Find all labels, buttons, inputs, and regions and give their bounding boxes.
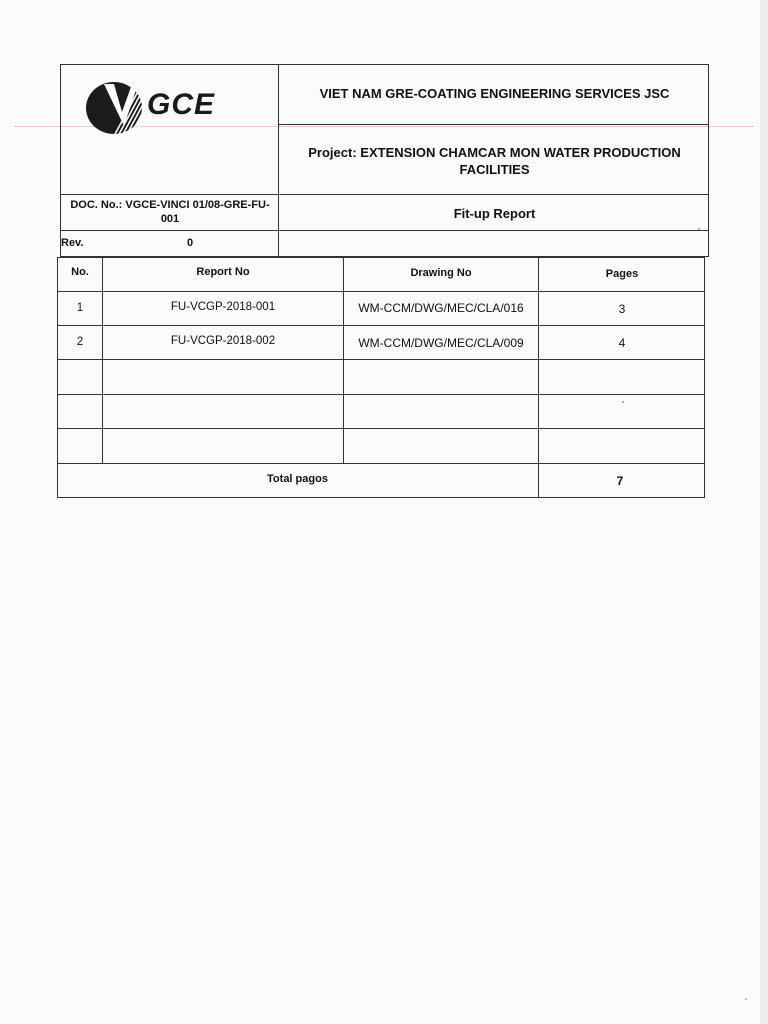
table-row-divider-3 [57,394,705,395]
scan-speck [745,998,747,1000]
table-row-divider-4 [57,428,705,429]
table-row-divider-5 [57,463,705,464]
table-row-1-no: 1 [76,302,84,314]
table-col-divider-1 [102,257,103,464]
project-title [280,144,709,178]
page-edge [760,0,768,1024]
rev-value: 0 [186,237,194,249]
table-row-divider-header [57,291,705,292]
table-row-divider-1 [57,325,705,326]
table-row-2-pages: 4 [618,336,626,350]
header-divider-company [278,124,709,125]
col-header-drawing-no: Drawing No [410,267,472,279]
doc-label: DOC. No.: [70,199,123,211]
company-name: VIET NAM GRE-COATING ENGINEERING SERVICES JSC [319,86,670,101]
project-label: Project: [308,145,357,160]
table-col-divider-3 [538,257,539,498]
table-row-1-report-no: FU-VCGP-2018-001 [170,301,276,313]
report-title: Fit-up Report [453,206,536,221]
table-row-2-drawing-no: WM-CCM/DWG/MEC/CLA/009 [358,336,524,350]
table-row-2-report-no: FU-VCGP-2018-002 [170,335,276,347]
doc-number [62,198,278,226]
total-value: 7 [616,474,624,488]
doc-number-line1: VGCE-VINCI 01/08-GRE-FU- [125,199,270,211]
scan-speck [698,228,700,230]
scan-speck [622,401,624,403]
table-row-1-drawing-no: WM-CCM/DWG/MEC/CLA/016 [358,301,524,315]
doc-number-line2: 001 [160,213,180,225]
col-header-no: No. [71,266,89,278]
project-name-line2: FACILITIES [459,162,530,177]
table-row-2-no: 2 [76,336,84,348]
report-table [57,257,705,498]
table-col-divider-2 [343,257,344,464]
header-divider-doc [60,230,709,231]
col-header-report-no: Report No [196,266,250,278]
table-row-divider-2 [57,359,705,360]
total-label: Total pagos [267,473,328,485]
table-row-1-pages: 3 [618,302,626,316]
rev-label: Rev. [61,237,84,249]
header-divider-project [60,194,709,195]
logo-brand-text: GCE [147,88,216,121]
col-header-pages: Pages [605,268,639,280]
project-name-line1: EXTENSION CHAMCAR MON WATER PRODUCTION [360,145,681,160]
